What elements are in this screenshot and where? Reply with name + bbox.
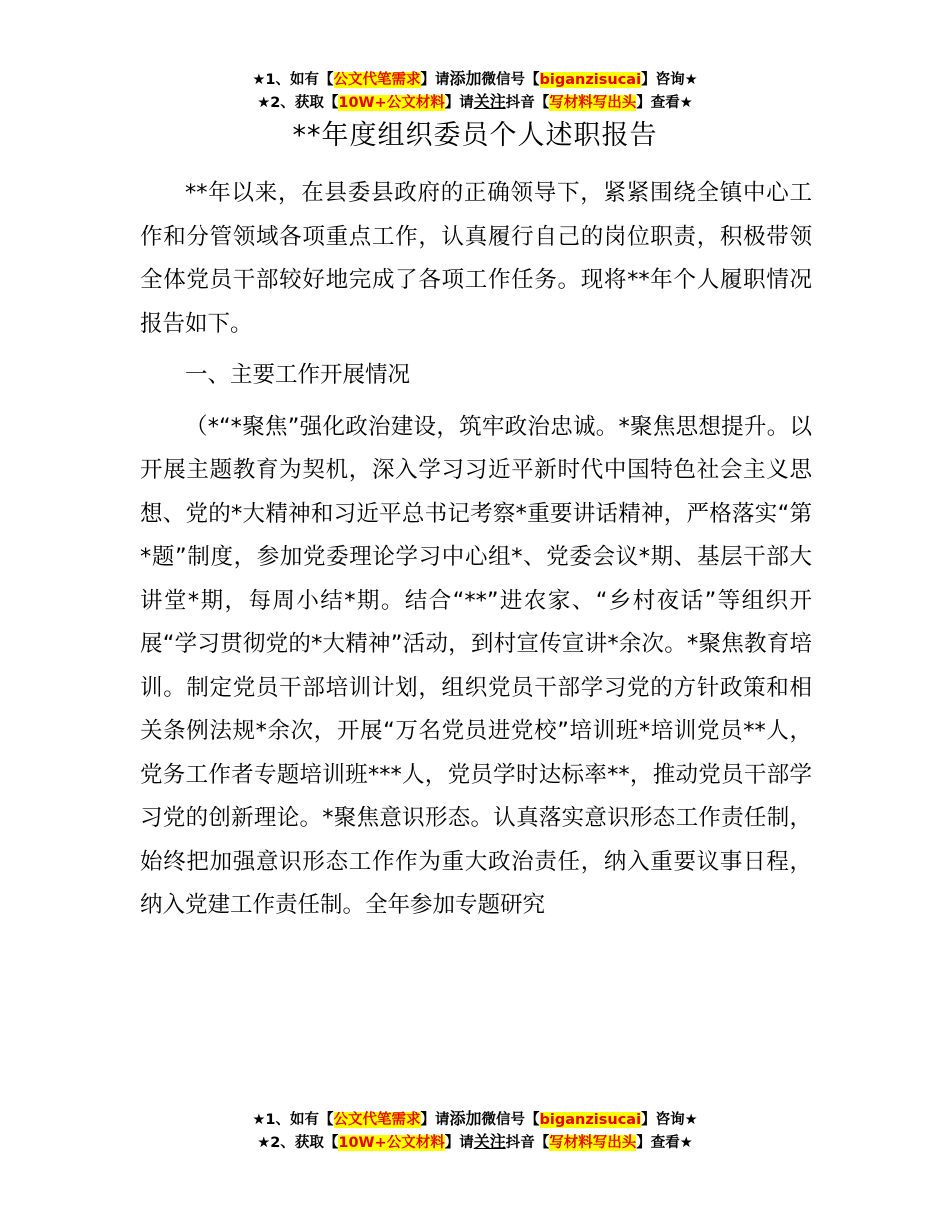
document-body [140, 172, 812, 936]
highlight-text: 公文代笔需求 [333, 72, 421, 88]
notice-text: 抖音【 [505, 95, 550, 111]
highlight-text: 10W+公文材料 [338, 1135, 445, 1151]
notice-text: 】请 [444, 1135, 474, 1151]
emphasis-text: 关注 [473, 1132, 506, 1151]
notice-text: ★2、获取【 [257, 95, 339, 111]
highlight-text: 10W+公文材料 [338, 95, 445, 111]
wechat-id: biganzisucai [539, 1112, 642, 1128]
section-heading: 一、主要工作开展情况 [185, 362, 411, 388]
document-title: **年度组织委员个人述职报告 [292, 120, 658, 151]
notice-text: ★2、获取【 [257, 1135, 339, 1151]
notice-text: 抖音【 [505, 1135, 550, 1151]
notice-text: ★1、如有【 [252, 72, 334, 88]
notice-line-1 [0, 68, 950, 91]
emphasis-text: 添加 [449, 1109, 482, 1128]
wechat-id: biganzisucai [539, 72, 642, 88]
notice-text: 】查看★ [636, 1135, 693, 1151]
notice-text: 】请 [420, 72, 450, 88]
notice-text: 】请 [420, 1112, 450, 1128]
section-paragraph: （*“*聚焦”强化政治建设，筑牢政治忠诚。*聚焦思想提升。以开展主题教育为契机，深入学习习近平新时代中国特色社会主义思想、党的*大精神和习近平总书记考察*重要讲话精神，严格落实“第*题”制度，参加党委理论学习中心组*、党委会议*期、基层干部大讲堂*期，每周小结*期。结合“**”进农家、“乡村夜话”等组织开展“学习贯彻党的*大精神”活动，到村宣传宣讲*余次。*聚焦教育培训。制定党员干部培训计划，组织党员干部学习党的方针政策和相关条例法规*余次，开展“万名党员进党校”培训班*培训党员**人，党务工作者专题培训班***人，党员学时达标率**，推动党员干部学习党的创新理论。*聚焦意识形态。认真落实意识形态工作责任制，始终把加强意识形态工作作为重大政治责任，纳入重要议事日程，纳入党建工作责任制。全年参加专题研究 [140, 413, 812, 918]
notice-text: 】咨询★ [641, 1112, 698, 1128]
notice-text: 】请 [444, 95, 474, 111]
highlight-text: 公文代笔需求 [333, 1112, 421, 1128]
notice-line-2 [0, 91, 950, 114]
notice-text: 】查看★ [636, 95, 693, 111]
douyin-id: 写材料写出头 [549, 95, 637, 111]
footer-notice [0, 1108, 950, 1154]
notice-line-2 [0, 1131, 950, 1154]
notice-text: 微信号【 [481, 72, 540, 88]
notice-line-1 [0, 1108, 950, 1131]
header-notice [0, 68, 950, 114]
notice-text: 微信号【 [481, 1112, 540, 1128]
notice-text: 】咨询★ [641, 72, 698, 88]
notice-text: ★1、如有【 [252, 1112, 334, 1128]
emphasis-text: 关注 [473, 92, 506, 111]
douyin-id: 写材料写出头 [549, 1135, 637, 1151]
emphasis-text: 添加 [449, 69, 482, 88]
intro-paragraph: **年以来，在县委县政府的正确领导下，紧紧围绕全镇中心工作和分管领域各项重点工作，认真履行自己的岗位职责，积极带领全体党员干部较好地完成了各项工作任务。现将**年个人履职情况报告如下。 [140, 180, 812, 337]
